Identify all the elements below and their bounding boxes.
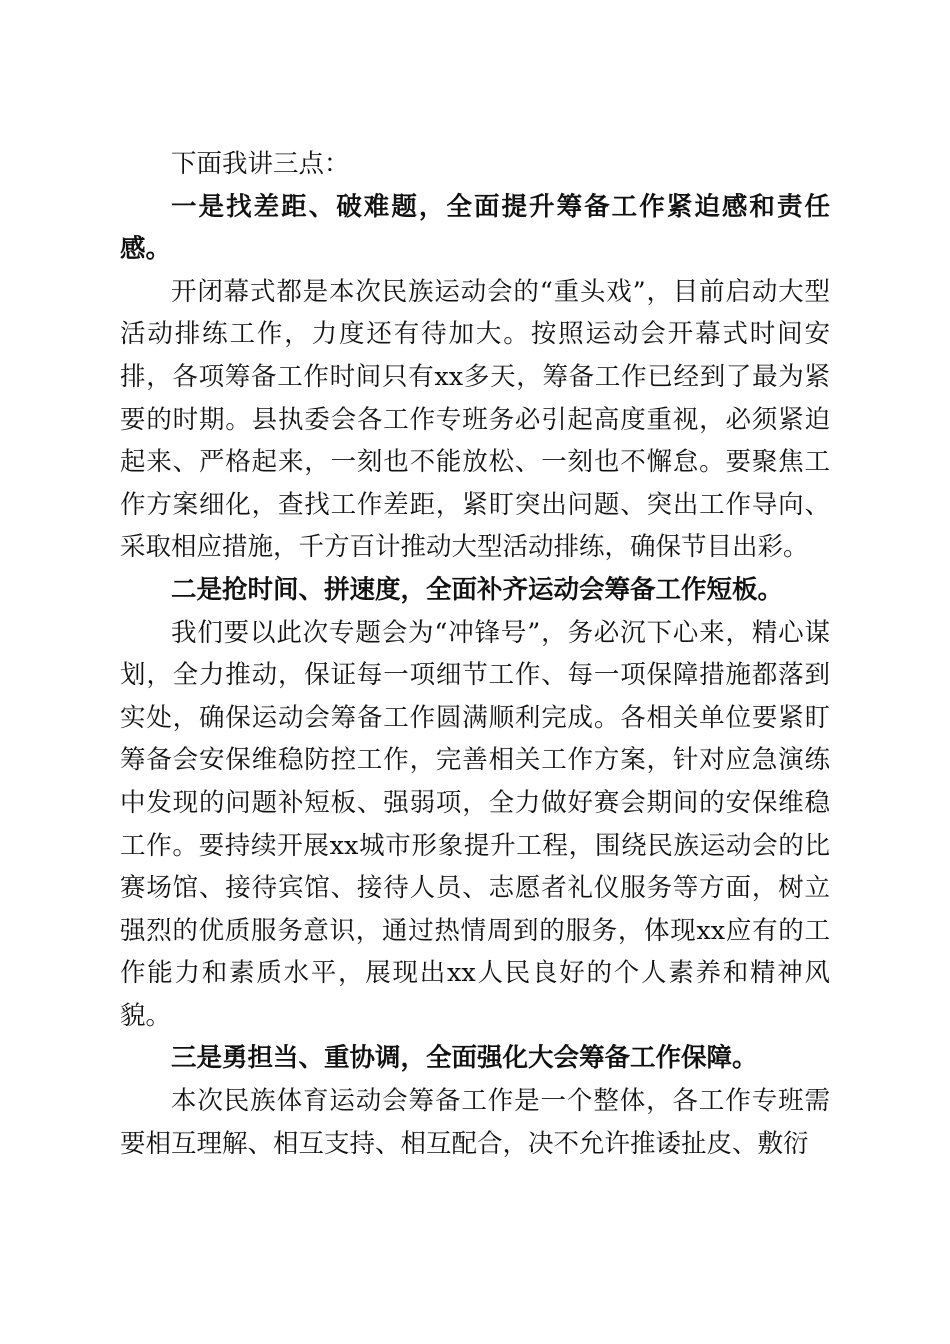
document-body — [120, 143, 830, 1165]
intro-paragraph: 下面我讲三点： — [171, 149, 350, 179]
body-paragraph-3: 本次民族体育运动会筹备工作是一个整体，各工作专班需要相互理解、相互支持、相互配合，决不允许推诿扯皮、敷衍 — [120, 1086, 830, 1159]
section-heading-1: 一是找差距、破难题，全面提升筹备工作紧迫感和责任感。 — [120, 191, 830, 265]
body-paragraph-2: 我们要以此次专题会为“冲锋号”，务必沉下心来，精心谋划，全力推动，保证每一项细节工作、每一项保障措施都落到实处，确保运动会筹备工作圆满顺利完成。各相关单位要紧盯筹备会安保维稳防控工作，完善相关工作方案，针对应急演练中发现的问题补短板、强弱项，全力做好赛会期间的安保维稳工作。要持续开展xx城市形象提升工程，围绕民族运动会的比赛场馆、接待宾馆、接待人员、志愿者礼仪服务等方面，树立强烈的优质服务意识，通过热情周到的服务，体现xx应有的工作能力和素质水平，展现出xx人民良好的个人素养和精神风貌。 — [120, 617, 830, 1031]
body-paragraph-1: 开闭幕式都是本次民族运动会的“重头戏”，目前启动大型活动排练工作，力度还有待加大。按照运动会开幕式时间安排，各项筹备工作时间只有xx多天，筹备工作已经到了最为紧要的时期。县执委会各工作专班务必引起高度重视，必须紧迫起来、严格起来，一刻也不能放松、一刻也不懈怠。要聚焦工作方案细化，查找工作差距，紧盯突出问题、突出工作导向、采取相应措施，千方百计推动大型活动排练，确保节目出彩。 — [120, 276, 830, 563]
section-heading-2: 二是抢时间、拼速度，全面补齐运动会筹备工作短板。 — [171, 574, 784, 605]
section-heading-3: 三是勇担当、重协调，全面强化大会筹备工作保障。 — [171, 1043, 758, 1074]
